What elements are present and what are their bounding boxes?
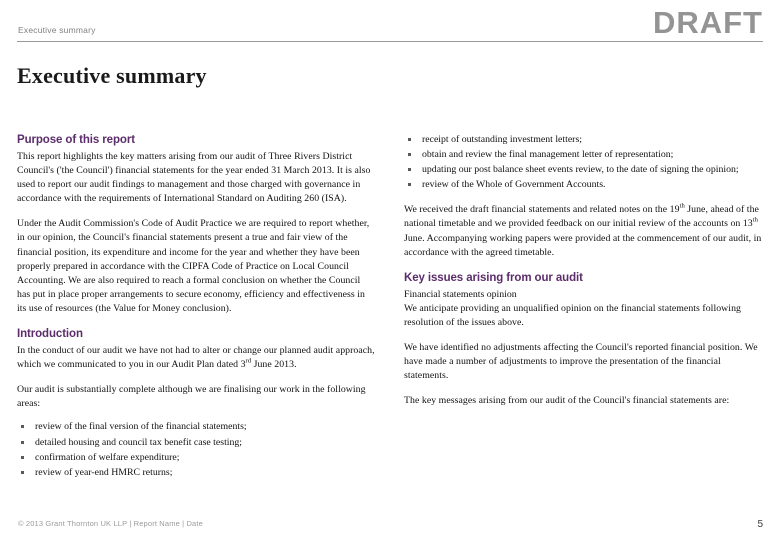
draft-statements-paragraph bbox=[404, 203, 762, 259]
adjustments-paragraph: We have identified no adjustments affecting the Council's reported financial position. We have made a number of adjustments to improve the presentation of the financial statements. bbox=[404, 342, 758, 382]
introduction-ordinal-suffix: rd bbox=[245, 357, 252, 365]
key-issues-heading: Key issues arising from our audit bbox=[404, 271, 583, 284]
footer-copyright: © 2013 Grant Thornton UK LLP | Report Name | Date bbox=[18, 519, 203, 528]
list-item: review of the final version of the financial statements; bbox=[17, 420, 375, 434]
list-item: receipt of outstanding investment letters; bbox=[404, 133, 762, 147]
outstanding-areas-list-left bbox=[17, 420, 375, 479]
list-item: review of the Whole of Government Accounts. bbox=[404, 178, 762, 192]
breadcrumb: Executive summary bbox=[18, 25, 96, 35]
list-item: obtain and review the final management letter of representation; bbox=[404, 148, 762, 162]
code-of-practice-paragraph: Under the Audit Commission's Code of Audit Practice we are required to report whether, in our opinion, the Council's financial statements present a true and fair view of the financial position, its expenditure and income for the year and whether they have been properly prepared in accordance with the CIPFA Code of Practice on Local Council Accounting. We are also required to reach a formal conclusion on whether the Council has put in place proper arrangements to secure economy, efficiency and effectiveness in its use of resources (the Value for Money conclusion). bbox=[17, 218, 370, 314]
purpose-paragraph: This report highlights the key matters arising from our audit of Three Rivers District Council's ('the Council') financial statements for the year ended 31 March 2013. It is also used to report our audit findings to management and those charged with governance in accordance with the requirements of International Standard on Auditing 260 (ISA). bbox=[17, 151, 371, 205]
financial-statements-opinion-subheading: Financial statements opinion bbox=[404, 288, 517, 300]
introduction-heading: Introduction bbox=[17, 328, 83, 341]
introduction-paragraph bbox=[17, 344, 375, 372]
unqualified-opinion-paragraph: We anticipate providing an unqualified opinion on the financial statements following resolution of the issues above. bbox=[404, 302, 741, 328]
list-item: updating our post balance sheet events review, to the date of signing the opinion; bbox=[404, 163, 762, 177]
purpose-of-this-report-heading: Purpose of this report bbox=[17, 134, 135, 146]
introduction-paragraph-part1: In the conduct of our audit we have not had to alter or change our planned audit approach, which we communicated to you in our Audit Plan dated 3 bbox=[17, 345, 375, 371]
introduction-paragraph-part2: June 2013. bbox=[251, 359, 297, 371]
draft-statements-part2: June, ahead of the national timetable and we provided feedback on our initial review of the accounts on 13 bbox=[404, 204, 759, 230]
header-divider bbox=[17, 41, 763, 42]
page-title: Executive summary bbox=[17, 62, 207, 88]
draft-statements-ordinal-suffix-1: th bbox=[679, 203, 685, 211]
list-item: detailed housing and council tax benefit case testing; bbox=[17, 436, 375, 450]
list-item: confirmation of welfare expenditure; bbox=[17, 451, 375, 465]
page-number: 5 bbox=[757, 519, 763, 530]
list-item: review of year-end HMRC returns; bbox=[17, 466, 375, 480]
right-column bbox=[404, 133, 762, 419]
draft-statements-part3: June. Accompanying working papers were provided at the commencement of our audit, in accordance with the agreed timetable. bbox=[404, 232, 762, 258]
draft-statements-part1: We received the draft financial statements and related notes on the 19 bbox=[404, 204, 680, 216]
key-messages-paragraph: The key messages arising from our audit of the Council's financial statements are: bbox=[404, 395, 730, 407]
draft-statements-ordinal-suffix-2: th bbox=[752, 217, 758, 225]
left-column bbox=[17, 133, 375, 491]
draft-watermark: DRAFT bbox=[652, 5, 763, 40]
outstanding-areas-list-right bbox=[404, 133, 762, 192]
substantially-complete-paragraph: Our audit is substantially complete although we are finalising our work in the following areas: bbox=[17, 384, 366, 410]
